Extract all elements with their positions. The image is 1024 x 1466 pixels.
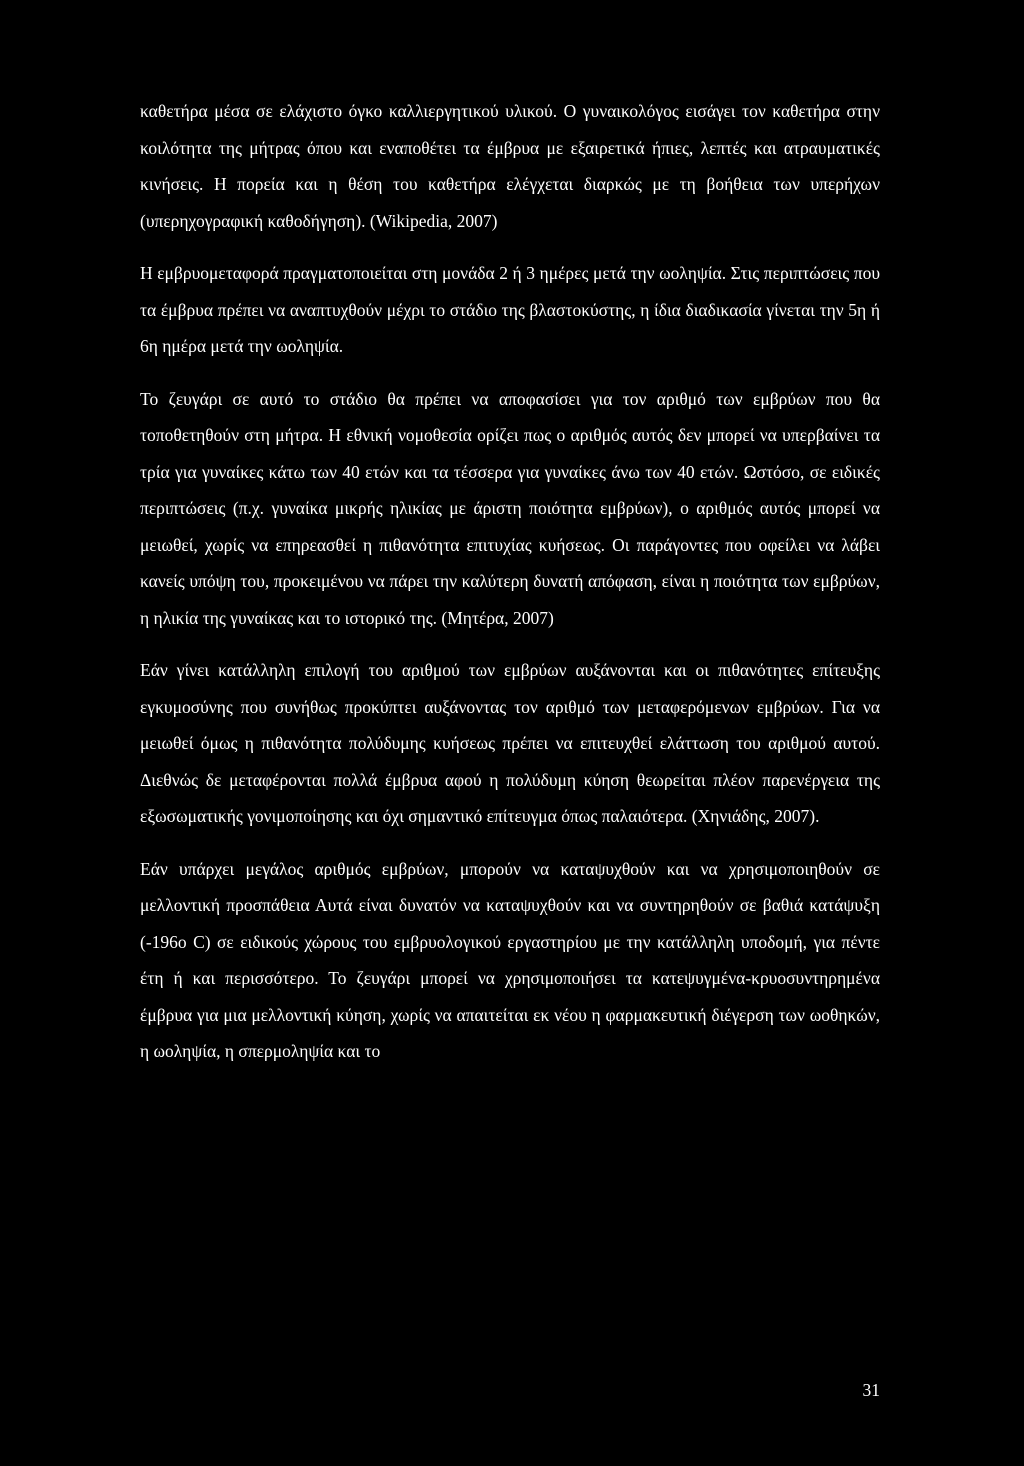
paragraph-gap [140,835,880,851]
page-number: 31 [862,1380,880,1400]
paragraph-4: Εάν γίνει κατάλληλη επιλογή του αριθμού των εμβρύων αυξάνονται και οι πιθανότητες επίτευξης εγκυμοσύνης που συνήθως προκύπτει αυξάνοντας τον αριθμό των μεταφερόμενων εμβρύων. Για να μειωθεί όμως η πιθανότητα πολύδυμης κυήσεως πρέπει να επιτευχθεί ελάττωση του αριθμού αυτού. Διεθνώς δε μεταφέρονται πολλά έμβρυα αφού η πολύδυμη κύηση θεωρείται πλέον παρενέργεια της εξωσωματικής γονιμοποίησης και όχι σημαντικό επίτευγμα όπως παλαιότερα. (Χηνιάδης, 2007). [140,660,880,826]
paragraph-gap [140,239,880,255]
paragraph-1: καθετήρα μέσα σε ελάχιστο όγκο καλλιεργητικού υλικού. Ο γυναικολόγος εισάγει τον καθετήρα στην κοιλότητα της μήτρας όπου και εναποθέτει τα έμβρυα με εξαιρετικά ήπιες, λεπτές και ατραυματικές κινήσεις. Η πορεία και η θέση του καθετήρα ελέγχεται διαρκώς με τη βοήθεια των υπερήχων (υπερηχογραφική καθοδήγηση). (Wikipedia, 2007) [140,101,880,231]
paragraph-gap [140,365,880,381]
paragraph-gap [140,636,880,652]
paragraph-2: Η εμβρυομεταφορά πραγματοποιείται στη μονάδα 2 ή 3 ημέρες μετά την ωοληψία. Στις περιπτώσεις που τα έμβρυα πρέπει να αναπτυχθούν μέχρι το στάδιο της βλαστοκύστης, η ίδια διαδικασία γίνεται την 5η ή 6η ημέρα μετά την ωοληψία. [140,263,880,356]
paragraph-3: Το ζευγάρι σε αυτό το στάδιο θα πρέπει να αποφασίσει για τον αριθμό των εμβρύων που θα τοποθετηθούν στη μήτρα. Η εθνική νομοθεσία ορίζει πως ο αριθμός αυτός δεν μπορεί να υπερβαίνει τα τρία για γυναίκες κάτω των 40 ετών και τα τέσσερα για γυναίκες άνω των 40 ετών. Ωστόσο, σε ειδικές περιπτώσεις (π.χ. γυναίκα μικρής ηλικίας με άριστη ποιότητα εμβρύων), ο αριθμός αυτός μπορεί να μειωθεί, χωρίς να επηρεασθεί η πιθανότητα επιτυχίας κυήσεως. Οι παράγοντες που οφείλει να λάβει κανείς υπόψη του, προκειμένου να πάρει την καλύτερη δυνατή απόφαση, είναι η ποιότητα των εμβρύων, η ηλικία της γυναίκας και το ιστορικό της. (Μητέρα, 2007) [140,388,880,628]
paragraph-5: Εάν υπάρχει μεγάλος αριθμός εμβρύων, μπορούν να καταψυχθούν και να χρησιμοποιηθούν σε μελλοντική προσπάθεια Αυτά είναι δυνατόν να καταψυχθούν και να συντηρηθούν σε βαθιά κατάψυξη (-196ο C) σε ειδικούς χώρους του εμβρυολογικού εργαστηρίου με την κατάλληλη υποδομή, για πέντε έτη ή και περισσότερο. Το ζευγάρι μπορεί να χρησιμοποιήσει τα κατεψυγμένα-κρυοσυντηρημένα έμβρυα για μια μελλοντική κύηση, χωρίς να απαιτείται εκ νέου η φαρμακευτική διέγερση των ωοθηκών, η ωοληψία, η σπερμοληψία και το [140,858,880,1061]
body-text [140,93,880,1070]
